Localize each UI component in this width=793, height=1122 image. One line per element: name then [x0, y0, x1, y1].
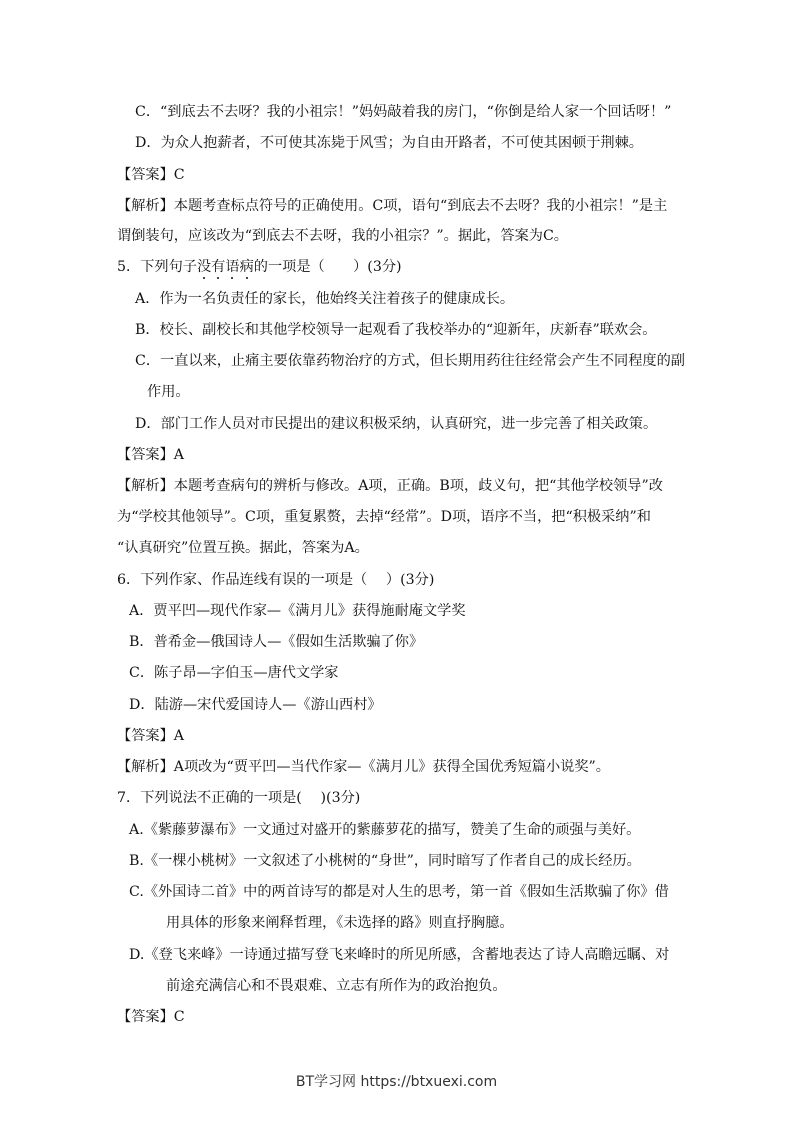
- emphasis-char: 有: [211, 259, 226, 275]
- q6-option-b: B．普希金—俄国诗人—《假如生活欺骗了你》: [129, 634, 424, 650]
- q4-analysis: 【解析】本题考查标点符号的正确使用。C项，语句“到底去不去呀？我的小祖宗！”是主: [117, 198, 668, 214]
- q5-option-d: D．部门工作人员对市民提出的建议积极采纳，认真研究，进一步完善了相关政策。: [135, 416, 658, 432]
- q5-option-c: C．一直以来，止痛主要依靠药物治疗的方式，但长期用药往往经常会产生不同程度的副: [135, 353, 685, 369]
- q6-answer: 【答案】A: [117, 728, 184, 744]
- q6-option-d: D．陆游—宋代爱国诗人—《游山西村》: [129, 697, 382, 713]
- q6-option-c: C．陈子昂—字伯玉—唐代文学家: [129, 665, 339, 681]
- emphasis-char: 语: [225, 259, 240, 275]
- site-footer-link[interactable]: BT学习网 https://btxuexi.com: [295, 1074, 498, 1090]
- q5-answer: 【答案】A: [117, 447, 184, 463]
- q5-stem-part1: 5．下列句子: [117, 259, 197, 275]
- q7-option-a: A.《紫藤萝瀑布》一文通过对盛开的紫藤萝花的描写，赞美了生命的顽强与美好。: [129, 822, 641, 838]
- q7-option-c: C.《外国诗二首》中的两首诗写的都是对人生的思考，第一首《假如生活欺骗了你》借: [129, 884, 669, 900]
- emphasis-char: 病: [239, 259, 254, 275]
- q7-answer: 【答案】C: [117, 1009, 185, 1025]
- q5-stem-part3: 的一项是（ ）(3分): [253, 259, 402, 275]
- q5-analysis-cont2: “认真研究”位置互换。据此，答案为A。: [117, 540, 369, 556]
- q4-analysis-cont: 谓倒装句，应该改为“到底去不去呀，我的小祖宗？”。据此，答案为C。: [117, 228, 568, 244]
- q5-option-b: B．校长、副校长和其他学校领导一起观看了我校举办的“迎新年，庆新春”联欢会。: [135, 322, 657, 338]
- q6-option-a: A．贾平凹—现代作家—《满月儿》获得施耐庵文学奖: [129, 603, 466, 619]
- q4-option-d: D．为众人抱薪者，不可使其冻毙于风雪；为自由开路者，不可使其困顿于荆棘。: [135, 135, 643, 151]
- emphasis-char: 没: [196, 259, 212, 275]
- q5-stem: [117, 258, 402, 276]
- q5-analysis-cont1: 为“学校其他领导”。C项，重复累赘，去掉“经常”。D项，语序不当，把“积极采纳”和: [117, 509, 651, 525]
- q7-option-c-cont: 用具体的形象来阐释哲理，《未选择的路》则直抒胸臆。: [166, 915, 514, 931]
- q7-stem: 7．下列说法不正确的一项是( )(3分): [117, 790, 361, 806]
- q5-option-a: A．作为一名负责任的家长，他始终关注着孩子的健康成长。: [135, 291, 515, 307]
- q5-emphasis: [197, 259, 254, 275]
- q5-analysis: 【解析】本题考查病句的辨析与修改。A项，正确。B项，歧义句，把“其他学校领导”改: [117, 478, 663, 494]
- q7-option-b: B.《一棵小桃树》一文叙述了小桃树的“身世”，同时暗写了作者自己的成长经历。: [129, 853, 641, 869]
- q6-analysis: 【解析】A项改为“贾平凹—当代作家—《满月儿》获得全国优秀短篇小说奖”。: [117, 759, 610, 775]
- q4-answer: 【答案】C: [117, 167, 185, 183]
- q5-option-c-cont: 作用。: [147, 384, 190, 400]
- q7-option-d-cont: 前途充满信心和不畏艰难、立志有所作为的政治抱负。: [166, 978, 507, 994]
- q5-emphasis-text: [197, 259, 254, 275]
- q4-option-c: C．“到底去不去呀？我的小祖宗！”妈妈敲着我的房门，“你倒是给人家一个回话呀！”: [135, 104, 672, 120]
- q7-option-d: D.《登飞来峰》一诗通过描写登飞来峰时的所见所感，含蓄地表达了诗人高瞻远瞩、对: [129, 947, 670, 963]
- q6-stem: 6．下列作家、作品连线有误的一项是（ ）(3分): [117, 572, 435, 588]
